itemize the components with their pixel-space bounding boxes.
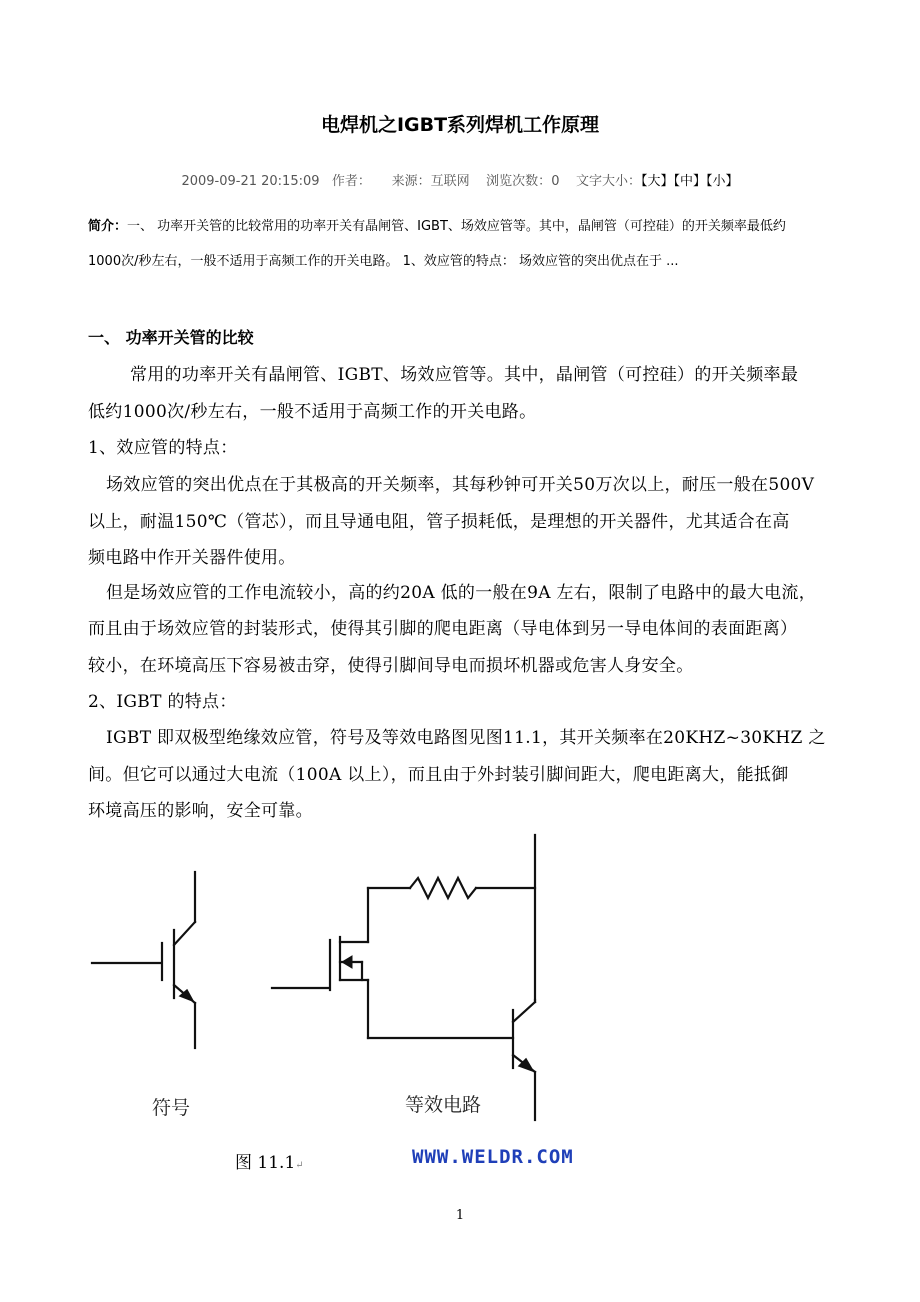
paragraph-4-line-3: 环境高压的影响，安全可靠。: [88, 801, 313, 821]
paragraph-4-line-1: IGBT 即双极型绝缘效应管，符号及等效电路图见图11.1，其开关频率在20KHZ~30KHZ 之: [106, 728, 826, 748]
section-heading-1: 一、 功率开关管的比较: [88, 328, 254, 347]
intro-label: 简介：: [88, 219, 128, 234]
subheading-igbt: 2、IGBT 的特点：: [88, 692, 237, 712]
meta-fontsize-label: 文字大小：: [576, 174, 642, 189]
font-size-large-link[interactable]: 【大】: [641, 174, 674, 189]
paragraph-3-line-1: 但是场效应管的工作电流较小，高的约20A 低的一般在9A 左右，限制了电路中的最大电流，: [106, 583, 817, 603]
igbt-symbol-diagram: [92, 872, 195, 1048]
figure-label-equivalent: 等效电路: [405, 1094, 482, 1116]
intro-text-2: 1000次/秒左右，一般不适用于高频工作的开关电路。 1、效应管的特点： 场效应管的突出优点在于 ...: [88, 254, 679, 269]
paragraph-1-line-1: 常用的功率开关有晶闸管、IGBT、场效应管等。其中，晶闸管（可控硅）的开关频率最: [130, 365, 799, 385]
equivalent-circuit-diagram: [272, 835, 535, 1120]
meta-views-value: 0: [551, 174, 560, 189]
font-size-small-link[interactable]: 【小】: [706, 174, 739, 189]
paragraph-3-line-3: 较小，在环境高压下容易被击穿，使得引脚间导电而损坏机器或危害人身安全。: [88, 656, 694, 676]
meta-source-label: 来源：: [391, 174, 431, 189]
figure-caption: [235, 1148, 304, 1173]
page-title: 电焊机之IGBT系列焊机工作原理: [320, 114, 600, 136]
intro-text-1: 一、 功率开关管的比较常用的功率开关有晶闸管、IGBT、场效应管等。其中，晶闸管（可控硅）的开关频率最低约: [127, 219, 786, 234]
paragraph-3-line-2: 而且由于场效应管的封装形式，使得其引脚的爬电距离（导电体到另一导电体间的表面距离）: [88, 619, 798, 639]
paragraph-2-line-2: 以上，耐温150℃（管芯），而且导通电阻，管子损耗低，是理想的开关器件，尤其适合在高: [88, 512, 790, 532]
paragraph-4-line-2: 间。但它可以通过大电流（100A 以上），而且由于外封装引脚间距大，爬电距离大，能抵御: [88, 765, 789, 785]
paragraph-1-line-2: 低约1000次/秒左右，一般不适用于高频工作的开关电路。: [88, 402, 537, 422]
meta-source-value: 互联网: [430, 174, 470, 189]
subheading-fet: 1、效应管的特点：: [88, 438, 238, 458]
figure-label-symbol: 符号: [152, 1097, 191, 1119]
paragraph-2-line-1: 场效应管的突出优点在于其极高的开关频率，其每秒钟可开关50万次以上，耐压一般在500V: [106, 475, 815, 495]
page-number: 1: [455, 1208, 465, 1223]
meta-author-label: 作者：: [331, 174, 371, 189]
meta-views-label: 浏览次数：: [486, 174, 552, 189]
meta-datetime: 2009-09-21 20:15:09: [181, 174, 320, 189]
paragraph-2-line-3: 频电路中作开关器件使用。: [88, 548, 296, 568]
site-watermark: WWW.WELDR.COM: [412, 1146, 574, 1168]
paragraph-mark-icon: ↵: [295, 1160, 304, 1171]
figure-caption-text: 图 11.1: [235, 1153, 296, 1173]
font-size-medium-link[interactable]: 【中】: [673, 174, 707, 189]
